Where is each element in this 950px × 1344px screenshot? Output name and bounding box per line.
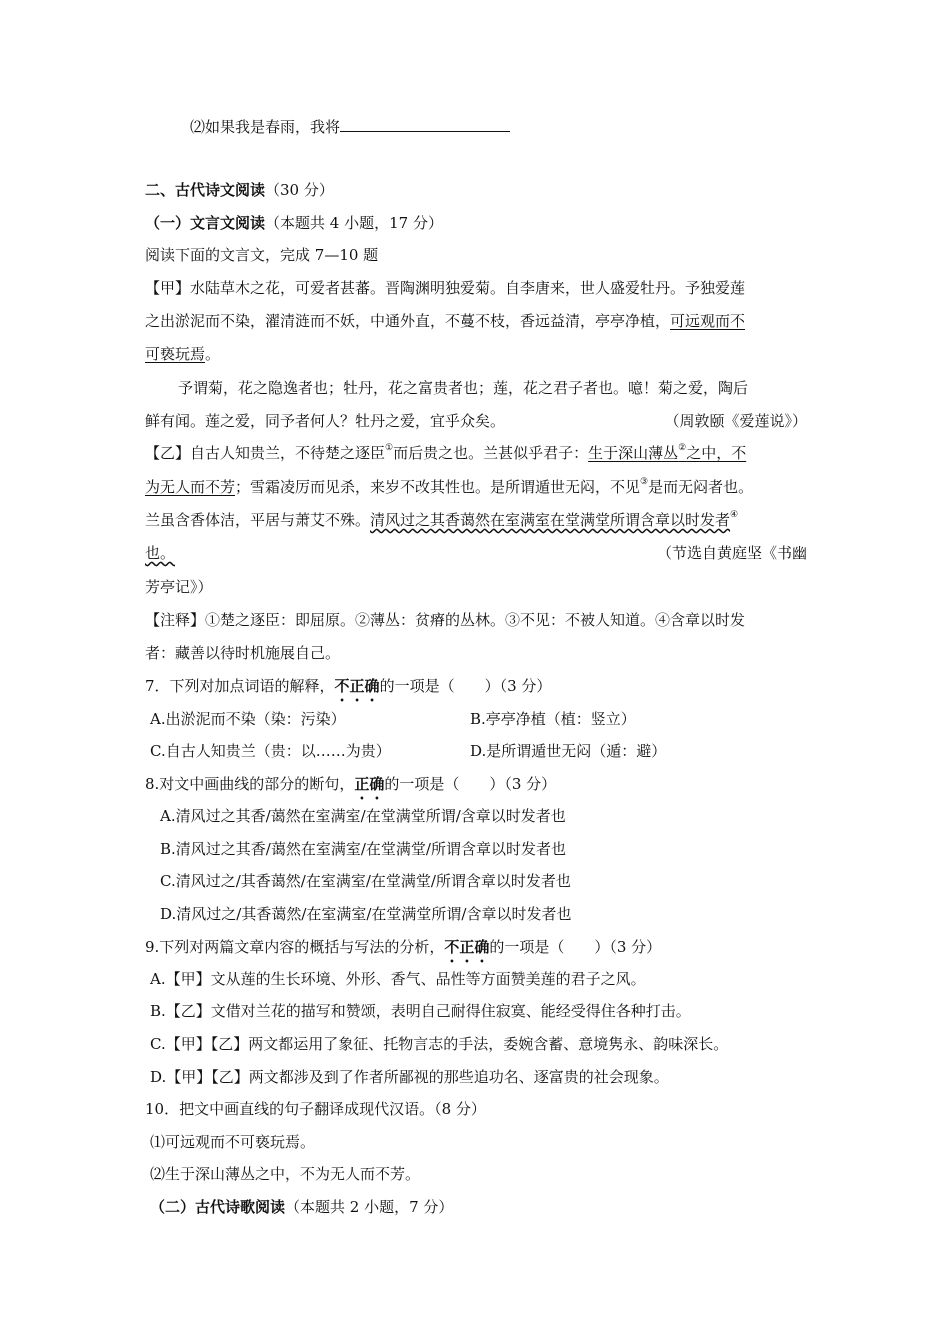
jia-line-5: 鲜有闻。莲之爱，同予者何人？牡丹之爱，宜乎众矣。 bbox=[145, 412, 506, 430]
q8-option-b: B.清风过之其香/蔼然在室满室/在堂满堂/所谓含章以时发者也 bbox=[160, 840, 566, 858]
subsection-1-note: （本题共 4 小题，17 分） bbox=[265, 214, 443, 232]
q6-2-text: ⑵如果我是春雨，我将 bbox=[190, 118, 341, 136]
yi-wavy-passage-part-1: 清风过之其香蔼然在室满室在堂满堂所谓含章以时发者 bbox=[370, 511, 731, 529]
q7-option-a: A.出淤泥而不染（染：污染） bbox=[150, 710, 346, 728]
yi-line-3 bbox=[145, 510, 738, 530]
footnote-mark-4: ④ bbox=[730, 510, 739, 520]
notes-line-1: 【注释】①楚之逐臣：即屈原。②薄丛：贫瘠的丛林。③不见：不被人知道。④含章以时发 bbox=[145, 611, 746, 629]
jia-source: （周敦颐《爱莲说》） bbox=[664, 412, 807, 430]
yi-line-4 bbox=[145, 543, 175, 563]
yi-source-part-1: （节选自黄庭坚《书幽 bbox=[656, 544, 807, 562]
q9-option-a: A.【甲】文从莲的生长环境、外形、香气、品性等方面赞美莲的君子之风。 bbox=[150, 970, 646, 988]
jia-line-3 bbox=[145, 344, 220, 364]
subsection-1-heading bbox=[145, 213, 443, 233]
footnote-mark-2: ② bbox=[678, 443, 687, 453]
q8-option-d: D.清风过之/其香蔼然/在室满室/在堂满堂所谓/含章以时发者也 bbox=[160, 905, 572, 923]
jia-line-2 bbox=[145, 311, 745, 331]
subsection-2-note: （本题共 2 小题，7 分） bbox=[285, 1198, 454, 1216]
q6-2-line bbox=[190, 117, 510, 137]
q7-stem-pre: 7．下列对加点词语的解释， bbox=[145, 677, 335, 695]
q7-stem-post: 的一项是（ ）（3 分） bbox=[379, 677, 552, 695]
yi-line-1 bbox=[145, 443, 746, 463]
q10-sentence-1: ⑴可远观而不可亵玩焉。 bbox=[150, 1133, 316, 1151]
subsection-2-heading bbox=[150, 1197, 453, 1217]
q8-emphasis: 正确 bbox=[354, 775, 385, 793]
reading-intro: 阅读下面的文言文，完成 7—10 题 bbox=[145, 246, 379, 264]
yi-line-1-a: 【乙】自古人知贵兰，不待楚之逐臣 bbox=[145, 444, 386, 462]
q8-stem bbox=[145, 774, 556, 803]
q9-option-b: B.【乙】文借对兰花的描写和赞颂，表明自己耐得住寂寞、能经受得住各种打击。 bbox=[150, 1002, 691, 1020]
q7-stem bbox=[145, 676, 551, 705]
jia-line-2-text: 之出淤泥而不染，濯清涟而不妖，中通外直，不蔓不枝，香远益清，亭亭净植， bbox=[145, 312, 671, 330]
section-2-heading bbox=[145, 180, 334, 200]
section-2-title: 二、古代诗文阅读 bbox=[145, 181, 266, 199]
yi-line-1-d: 之中，不 bbox=[686, 444, 747, 462]
section-2-score: （30 分） bbox=[265, 181, 334, 199]
yi-source-part-2: 芳亭记》） bbox=[145, 578, 213, 596]
jia-underlined-sentence-part-1: 可远观而不 bbox=[670, 312, 746, 330]
q8-option-a: A.清风过之其香/蔼然在室满室/在堂满堂所谓/含章以时发者也 bbox=[160, 807, 566, 825]
footnote-mark-3: ③ bbox=[640, 477, 649, 487]
subsection-1-title: （一）文言文阅读 bbox=[145, 214, 266, 232]
q9-option-d: D.【甲】【乙】两文都涉及到了作者所鄙视的那些追功名、逐富贵的社会现象。 bbox=[150, 1068, 669, 1086]
q10-stem: 10．把文中画直线的句子翻译成现代汉语。（8 分） bbox=[145, 1100, 486, 1118]
q9-stem-pre: 9.下列对两篇文章内容的概括与写法的分析， bbox=[145, 938, 445, 956]
q7-option-c: C.自古人知贵兰（贵：以……为贵） bbox=[150, 742, 391, 760]
q9-stem bbox=[145, 937, 661, 966]
jia-line-3-end: 。 bbox=[205, 345, 221, 363]
jia-underlined-sentence-part-2: 可亵玩焉 bbox=[145, 345, 206, 363]
yi-line-2-b: ；雪霜凌厉而见杀，来岁不改其性也。是所谓遁世无闷，不见 bbox=[235, 478, 641, 496]
q8-option-c: C.清风过之/其香蔼然/在室满室/在堂满堂/所谓含章以时发者也 bbox=[160, 872, 571, 890]
q8-stem-pre: 8.对文中画曲线的部分的断句， bbox=[145, 775, 355, 793]
footnote-mark-1: ① bbox=[385, 443, 394, 453]
q9-stem-post: 的一项是（ ）（3 分） bbox=[489, 938, 662, 956]
yi-underlined-sentence-part-1 bbox=[588, 444, 746, 462]
q7-emphasis: 不正确 bbox=[334, 677, 380, 695]
yi-line-1-c: 生于深山薄丛 bbox=[588, 444, 679, 462]
subsection-2-title: （二）古代诗歌阅读 bbox=[150, 1198, 286, 1216]
q7-option-d: D.是所谓遁世无闷（遁：避） bbox=[470, 742, 667, 760]
q7-option-b: B.亭亭净植（植：竖立） bbox=[470, 710, 636, 728]
answer-blank bbox=[340, 117, 510, 132]
jia-line-1: 【甲】水陆草木之花，可爱者甚蕃。晋陶渊明独爱菊。自李唐来，世人盛爱牡丹。予独爱莲 bbox=[145, 279, 746, 297]
q10-sentence-2: ⑵生于深山薄丛之中，不为无人而不芳。 bbox=[150, 1165, 421, 1183]
notes-line-2: 者：藏善以待时机施展自己。 bbox=[145, 644, 341, 662]
q9-option-c: C.【甲】【乙】两文都运用了象征、托物言志的手法，委婉含蓄、意境隽永、韵味深长。 bbox=[150, 1035, 729, 1053]
yi-underlined-sentence-part-2: 为无人而不芳 bbox=[145, 478, 236, 496]
jia-line-4: 予谓菊，花之隐逸者也；牡丹，花之富贵者也；莲，花之君子者也。噫！菊之爱，陶后 bbox=[178, 379, 749, 397]
yi-line-2 bbox=[145, 477, 753, 497]
yi-line-3-a: 兰虽含香体洁，平居与萧艾不殊。 bbox=[145, 511, 371, 529]
yi-line-1-b: 而后贵之也。兰甚似乎君子： bbox=[393, 444, 589, 462]
q9-emphasis: 不正确 bbox=[444, 938, 490, 956]
q8-stem-post: 的一项是（ ）（3 分） bbox=[384, 775, 557, 793]
yi-line-2-c: 是而无闷者也。 bbox=[648, 478, 754, 496]
yi-wavy-passage-part-2: 也。 bbox=[145, 544, 176, 562]
